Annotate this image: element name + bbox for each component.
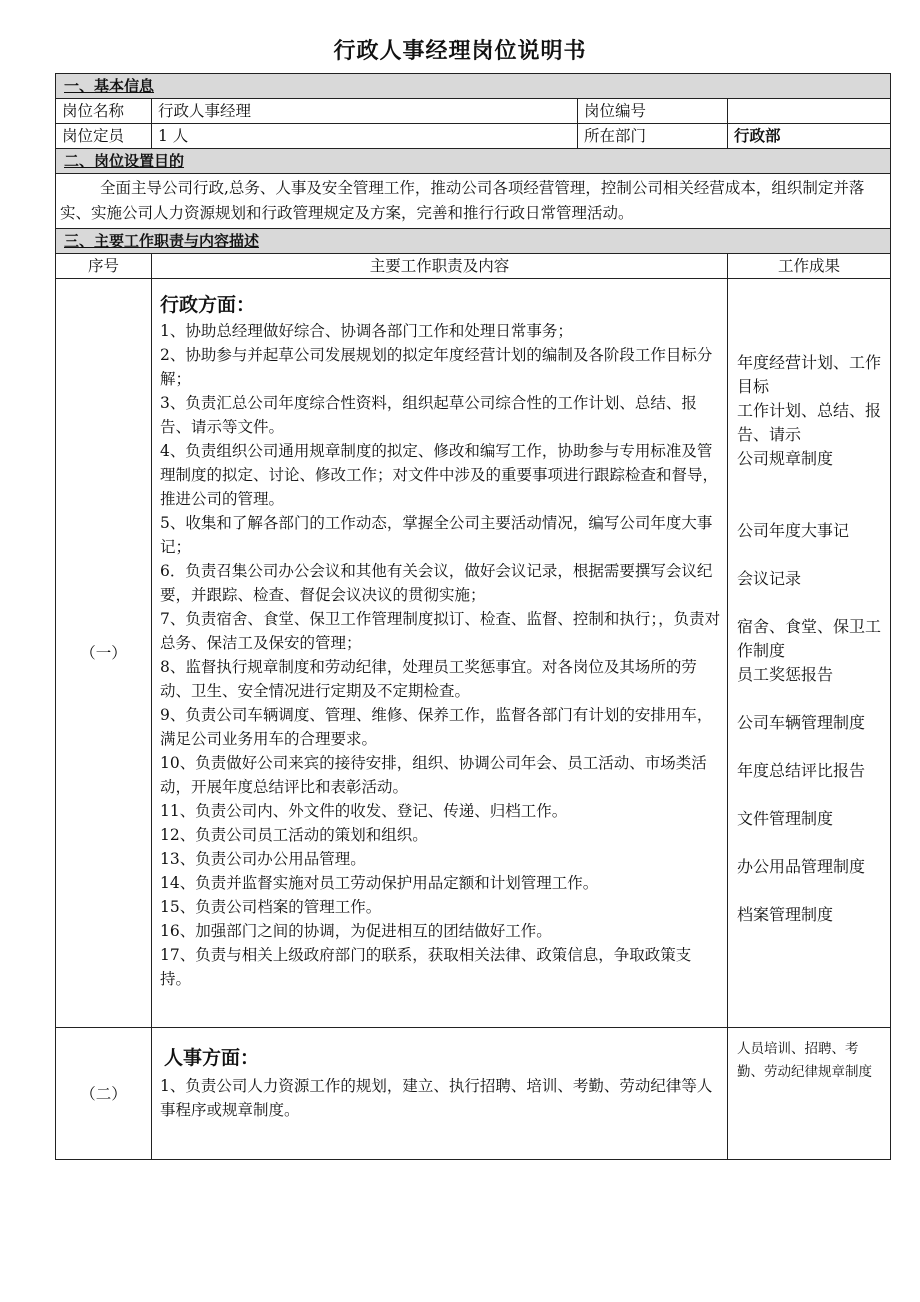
admin-duty-item: 11、负责公司内、外文件的收发、登记、传递、归档工作。 [160, 802, 568, 820]
admin-results [728, 279, 891, 1028]
admin-duty-item: 5、收集和了解各部门的工作动态，掌握全公司主要活动情况，编写公司年度大事记； [160, 514, 713, 556]
admin-duty-item: 10、负责做好公司来宾的接待安排，组织、协调公司年会、员工活动、市场类活动，开展年度总结评比和表彰活动。 [160, 754, 707, 796]
hr-result-text: 人员培训、招聘、考勤、劳动纪律规章制度 [737, 1041, 872, 1080]
hr-duty-item: 1、负责公司人力资源工作的规划，建立、执行招聘、培训、考勤、劳动纪律等人事程序或规章制度。 [160, 1077, 713, 1119]
admin-duty-item: 16、加强部门之间的协调，为促进相互的团结做好工作。 [160, 922, 552, 940]
purpose-text: 全面主导公司行政,总务、人事及安全管理工作，推动公司各项经营管理，控制公司相关经营成本，组织制定并落实、实施公司人力资源规划和行政管理规定及方案，完善和推行行政日常管理活动。 [56, 174, 891, 229]
admin-result-item: 档案管理制度 [737, 905, 834, 924]
admin-heading: 行政方面： [160, 294, 256, 316]
header-result: 工作成果 [728, 254, 891, 279]
hr-heading: 人事方面： [164, 1047, 260, 1069]
admin-result-item: 宿舍、食堂、保卫工作制度 [737, 617, 882, 660]
header-content: 主要工作职责及内容 [152, 254, 728, 279]
hr-items-list [160, 1074, 721, 1122]
admin-duty-item: 15、负责公司档案的管理工作。 [160, 898, 382, 916]
admin-duty-item: 8、监督执行规章制度和劳动纪律，处理员工奖惩事宜。对各岗位及其场所的劳动、卫生、安全情况进行定期及不定期检查。 [160, 658, 697, 700]
job-description-document [55, 73, 890, 1160]
admin-duty-item: 3、负责汇总公司年度综合性资料，组织起草公司综合性的工作计划、总结、报告、请示等文件。 [160, 394, 697, 436]
admin-duty-item: 14、负责并监督实施对员工劳动保护用品定额和计划管理工作。 [160, 874, 599, 892]
admin-result-item: 年度总结评比报告 [737, 761, 866, 780]
admin-result-item: 办公用品管理制度 [737, 857, 866, 876]
hr-section-no: （二） [56, 1028, 152, 1160]
admin-result-item: 工作计划、总结、报告、请示 [737, 401, 882, 444]
admin-section-no: （一） [56, 279, 152, 1028]
hr-duties [152, 1028, 728, 1160]
page-title: 行政人事经理岗位说明书 [333, 39, 587, 64]
position-name-value: 行政人事经理 [152, 99, 578, 124]
admin-result-item: 文件管理制度 [737, 809, 834, 828]
admin-duty-item: 1、协助总经理做好综合、协调各部门工作和处理日常事务； [160, 322, 573, 340]
admin-result-item: 公司规章制度 [737, 449, 834, 468]
admin-duty-item: 9、负责公司车辆调度、管理、维修、保养工作，监督各部门有计划的安排用车，满足公司业务用车的合理要求。 [160, 706, 713, 748]
admin-result-item: 公司车辆管理制度 [737, 713, 866, 732]
headcount-value: 1 人 [152, 124, 578, 149]
admin-result-item: 会议记录 [737, 569, 802, 588]
position-name-label: 岗位名称 [56, 99, 152, 124]
position-no-label: 岗位编号 [578, 99, 728, 124]
admin-result-item: 公司年度大事记 [737, 521, 850, 540]
admin-duty-item: 12、负责公司员工活动的策划和组织。 [160, 826, 428, 844]
job-description-table [55, 73, 891, 1160]
admin-results-list [737, 279, 884, 1023]
section-purpose: 二、岗位设置目的 [56, 149, 891, 174]
header-no: 序号 [56, 254, 152, 279]
admin-duties [152, 279, 728, 1028]
headcount-label: 岗位定员 [56, 124, 152, 149]
admin-duty-item: 4、负责组织公司通用规章制度的拟定、修改和编写工作，协助参与专用标准及管理制度的拟定、讨论、修改工作；对文件中涉及的重要事项进行跟踪检查和督导，推进公司的管理。 [160, 442, 719, 508]
admin-duty-item: 17、负责与相关上级政府部门的联系，获取相关法律、政策信息，争取政策支持。 [160, 946, 692, 988]
section-duties: 三、主要工作职责与内容描述 [56, 229, 891, 254]
admin-items-list [160, 319, 721, 991]
department-label: 所在部门 [578, 124, 728, 149]
admin-result-item: 年度经营计划、工作目标 [737, 353, 882, 396]
admin-duty-item: 6．负责召集公司办公会议和其他有关会议，做好会议记录，根据需要撰写会议纪要，并跟踪、检查、督促会议决议的贯彻实施； [160, 562, 713, 604]
admin-duty-item: 13、负责公司办公用品管理。 [160, 850, 366, 868]
section-basic-info: 一、基本信息 [56, 74, 891, 99]
admin-result-item: 员工奖惩报告 [737, 665, 834, 684]
department-value: 行政部 [728, 124, 891, 149]
hr-results [728, 1028, 891, 1160]
admin-duty-item: 2、协助参与并起草公司发展规划的拟定年度经营计划的编制及各阶段工作目标分解； [160, 346, 713, 388]
position-no-value [728, 99, 891, 124]
admin-duty-item: 7、负责宿舍、食堂、保卫工作管理制度拟订、检查、监督、控制和执行；，负责对总务、保洁工及保安的管理； [160, 610, 721, 652]
